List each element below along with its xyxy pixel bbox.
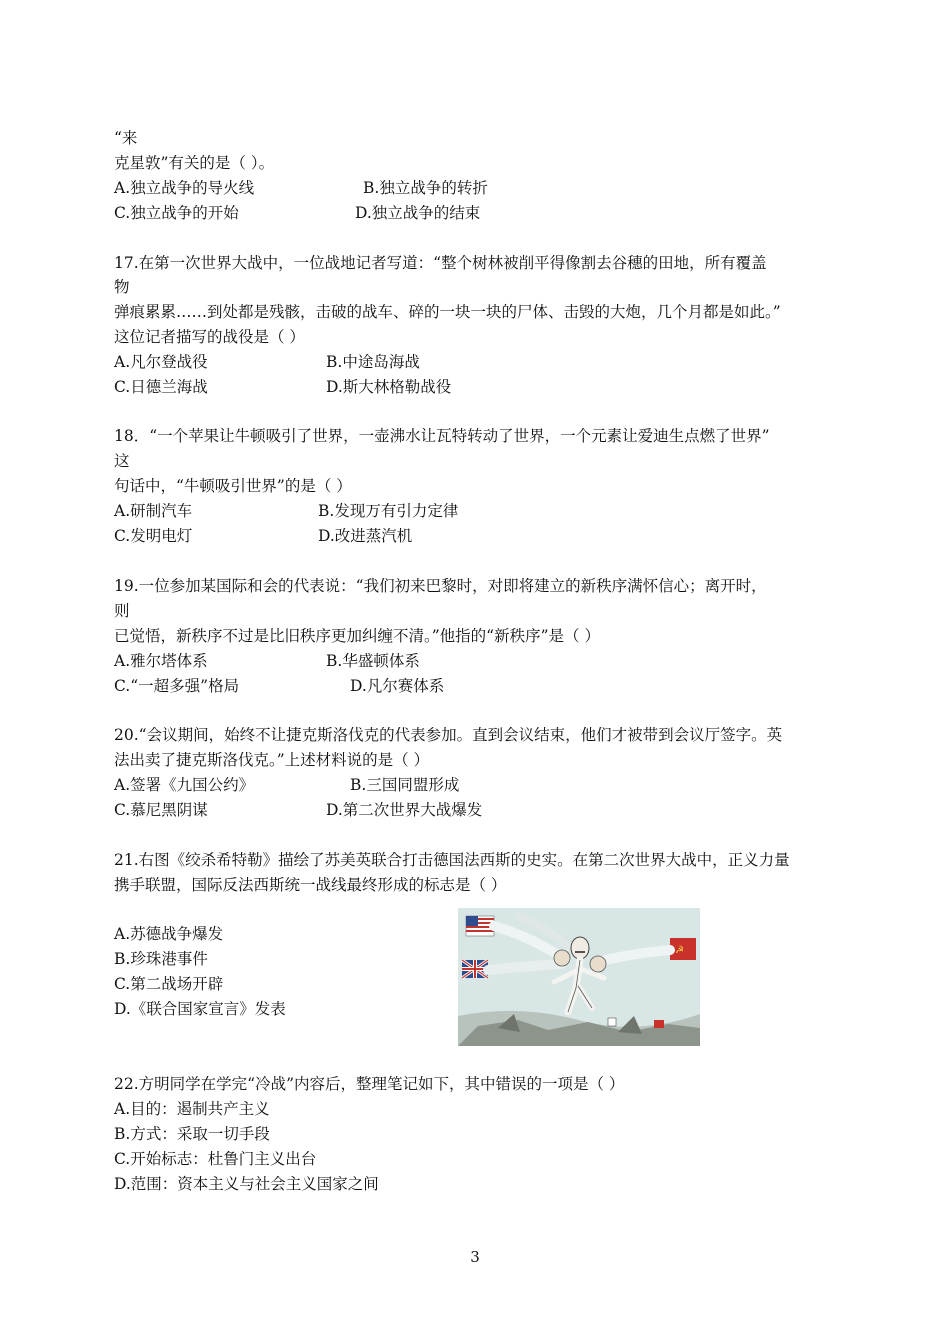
q20-text-line-2: 法出卖了捷克斯洛伐克。”上述材料说的是（ ）: [114, 751, 430, 769]
q17-text-line-4: 这位记者描写的战役是（ ）: [114, 328, 305, 346]
q21-option-b: B.珍珠港事件: [114, 950, 208, 968]
q16-text-line-1: “来: [114, 129, 138, 147]
svg-text:☭: ☭: [675, 945, 684, 956]
q21-text-line-2: 携手联盟，国际反法西斯统一战线最终形成的标志是（ ）: [114, 876, 507, 894]
q18-text-line-1: 18．“一个苹果让牛顿吸引了世界，一壶沸水让瓦特转动了世界，一个元素让爱迪生点燃了世界”: [114, 427, 770, 445]
q22-option-b: B.方式：采取一切手段: [114, 1125, 270, 1143]
q18-option-d: D.改进蒸汽机: [318, 527, 413, 545]
q16-option-c: C.独立战争的开始: [114, 204, 239, 222]
q17-option-d: D.斯大林格勒战役: [326, 378, 452, 396]
q18-text-line-2: 这: [114, 452, 130, 470]
q20-option-d: D.第二次世界大战爆发: [326, 801, 483, 819]
q19-option-b: B.华盛顿体系: [326, 652, 420, 670]
q19-option-a: A.雅尔塔体系: [114, 652, 208, 670]
q20-option-a: A.签署《九国公约》: [114, 776, 255, 794]
q21-text-line-1: 21.右图《绞杀希特勒》描绘了苏美英联合打击德国法西斯的史实。在第二次世界大战中，正义力量: [114, 851, 790, 869]
q17-option-b: B.中途岛海战: [326, 353, 420, 371]
q22-option-a: A.目的：遏制共产主义: [114, 1100, 270, 1118]
q19-option-d: D.凡尔赛体系: [350, 677, 445, 695]
page-number: 3: [470, 1248, 480, 1266]
q22-option-d: D.范围：资本主义与社会主义国家之间: [114, 1175, 379, 1193]
q17-option-c: C.日德兰海战: [114, 378, 208, 396]
q17-text-line-1: 17.在第一次世界大战中，一位战地记者写道：“整个树林被削平得像割去谷穗的田地，所有覆盖: [114, 254, 767, 272]
q22-text-line-1: 22.方明同学在学完“冷战”内容后，整理笔记如下，其中错误的一项是（ ）: [114, 1075, 625, 1093]
q20-text-line-1: 20.“会议期间，始终不让捷克斯洛伐克的代表参加。直到会议结束，他们才被带到会议厅签字。英: [114, 726, 783, 744]
strangling-hitler-poster-image: [458, 908, 700, 1046]
q20-option-c: C.慕尼黑阴谋: [114, 801, 208, 819]
q16-option-b: B.独立战争的转折: [363, 179, 488, 197]
q20-option-b: B.三国同盟形成: [350, 776, 460, 794]
q17-option-a: A.凡尔登战役: [114, 353, 208, 371]
q19-text-line-2: 则: [114, 602, 130, 620]
q22-option-c: C.开始标志：杜鲁门主义出台: [114, 1150, 317, 1168]
q19-text-line-3: 已觉悟，新秩序不过是比旧秩序更加纠缠不清。”他指的“新秩序”是（ ）: [114, 627, 600, 645]
q18-option-a: A.研制汽车: [114, 502, 193, 520]
q19-option-c: C.“一超多强”格局: [114, 677, 240, 695]
q21-option-a: A.苏德战争爆发: [114, 925, 224, 943]
q16-text-line-2: 克星敦”有关的是（ ）。: [114, 154, 275, 172]
q16-option-a: A.独立战争的导火线: [114, 179, 255, 197]
q18-text-line-3: 句话中，“牛顿吸引世界”的是（ ）: [114, 477, 352, 495]
q16-option-d: D.独立战争的结束: [355, 204, 481, 222]
q19-text-line-1: 19.一位参加某国际和会的代表说：“我们初来巴黎时，对即将建立的新秩序满怀信心；离开时，: [114, 577, 767, 595]
q21-option-c: C.第二战场开辟: [114, 975, 224, 993]
q17-text-line-3: 弹痕累累……到处都是残骸，击破的战车、碎的一块一块的尸体、击毁的大炮，几个月都是如此。”: [114, 303, 781, 321]
q21-option-d: D.《联合国家宣言》发表: [114, 1000, 286, 1018]
q18-option-c: C.发明电灯: [114, 527, 193, 545]
q18-option-b: B.发现万有引力定律: [318, 502, 459, 520]
q17-text-line-2: 物: [114, 278, 130, 296]
